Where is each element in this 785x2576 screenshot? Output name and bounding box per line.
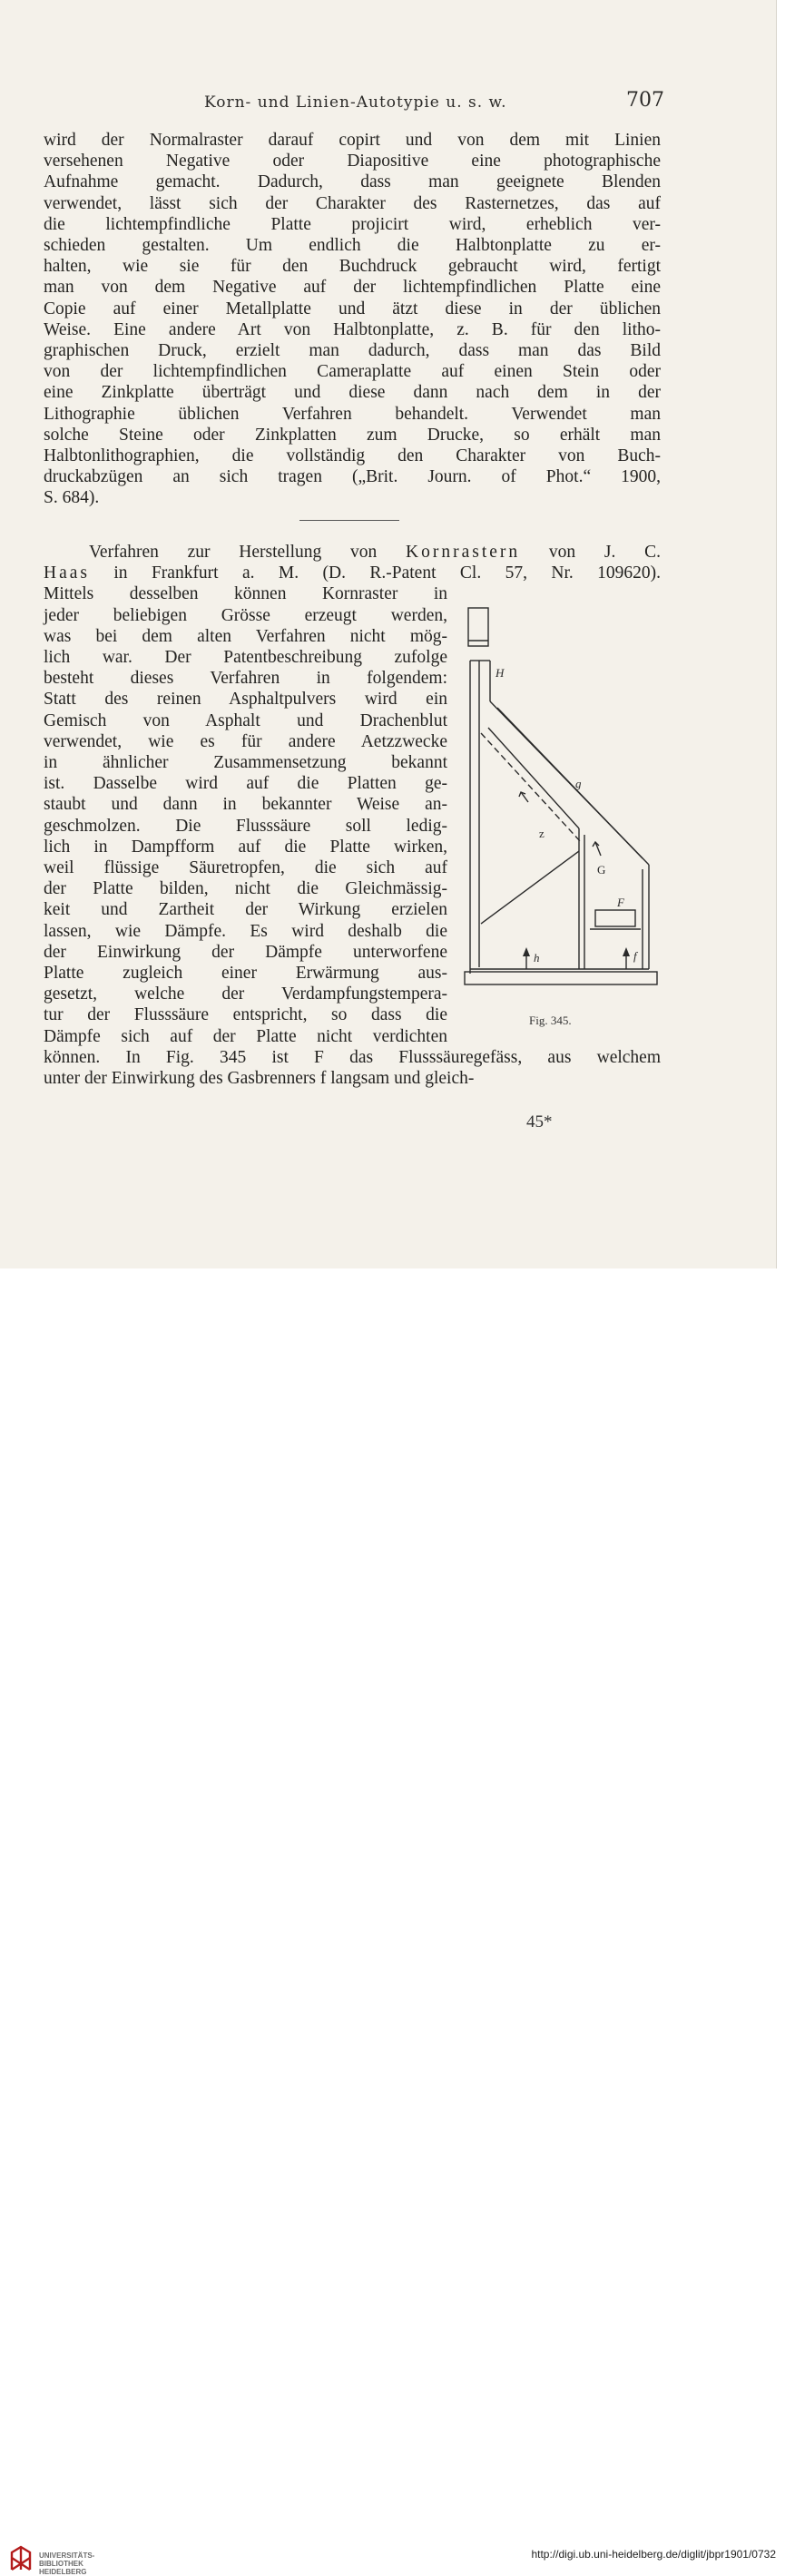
label-G: G: [597, 863, 606, 877]
viewer-footer: [0, 1269, 785, 2576]
text-line: Platte zugleich einer Erwärmung aus-: [44, 964, 447, 984]
text-line: jeder beliebigen Grösse erzeugt werden,: [44, 605, 447, 625]
text-line: in ähnlicher Zusammensetzung bekannt: [44, 753, 447, 773]
text-line: weil flüssige Säuretropfen, die sich auf: [44, 858, 447, 878]
page-number: 707: [626, 89, 664, 112]
text-line: besteht dieses Verfahren in folgendem:: [44, 669, 447, 689]
text-line: wird der Normalraster darauf copirt und von dem mit Linien: [44, 131, 661, 150]
text-line: Lithographie üblichen Verfahren behandelt. Verwendet man: [44, 404, 661, 424]
text-line: Statt des reinen Asphaltpulvers wird ein: [44, 690, 447, 710]
text-line: versehenen Negative oder Diapositive eine photographische: [44, 152, 661, 171]
text-line: halten, wie sie für den Buchdruck gebraucht wird, fertigt: [44, 257, 661, 277]
paragraph-1: [44, 130, 661, 509]
figure-345-apparatus: [463, 606, 662, 996]
library-logo-text: [39, 2552, 94, 2576]
logo-line: UNIVERSITÄTS-: [39, 2552, 95, 2560]
label-f: f: [633, 949, 637, 963]
text-line: der Einwirkung der Dämpfe unterworfene: [44, 942, 447, 962]
vessel-F: [595, 910, 635, 926]
text-line: lich war. Der Patentbeschreibung zufolge: [44, 648, 447, 668]
roof-inner: [497, 708, 643, 858]
text-line: man von dem Negative auf der lichtempfindlichen Platte eine: [44, 278, 661, 298]
text-line: Gemisch von Asphalt und Drachenblut: [44, 710, 447, 730]
text-line: Copie auf einer Metallplatte und ätzt diese in der üblichen: [44, 299, 661, 318]
label-z: z: [539, 827, 545, 840]
running-title: Korn- und Linien-Autotypie u. s. w.: [204, 93, 507, 112]
flame-f: [623, 947, 630, 956]
label-H: H: [496, 666, 505, 680]
text-line: lassen, wie Dämpfe. Es wird deshalb die: [44, 921, 447, 941]
text-line: von der lichtempfindlichen Cameraplatte auf einen Stein oder: [44, 362, 661, 382]
text-line: unter der Einwirkung des Gasbrenners f langsam und gleich-: [44, 1069, 475, 1089]
text-line: können. In Fig. 345 ist F das Flusssäuregefäss, aus welchem: [44, 1047, 661, 1067]
text-line: verwendet, lässt sich der Charakter des Rasternetzes, das auf: [44, 193, 661, 213]
text-line: staubt und dann in bekannter Weise an-: [44, 795, 447, 815]
text-line: verwendet, wie es für andere Aetzzwecke: [44, 731, 447, 751]
text-line: die lichtempfindliche Platte projicirt wird, erheblich ver-: [44, 214, 661, 234]
text-line: schieden gestalten. Um endlich die Halbtonplatte zu er-: [44, 236, 661, 256]
text-line: Mittels desselben können Kornraster in: [44, 584, 447, 604]
text-line: [44, 542, 661, 563]
spaced-term: Kornrastern: [406, 543, 521, 562]
plate-dashed: [481, 733, 581, 842]
text-run: in Frankfurt a. M. (D. R.-Patent Cl. 57, Nr. 109620).: [89, 563, 661, 583]
text-line: der Platte bilden, nicht die Gleichmässig-: [44, 879, 447, 899]
spaced-name: Haas: [44, 563, 90, 583]
logo-line: BIBLIOTHEK: [39, 2560, 83, 2568]
label-g: g: [575, 777, 582, 790]
label-h: h: [534, 951, 540, 965]
scanned-page: [0, 0, 777, 1268]
text-line: solche Steine oder Zinkplatten zum Drucke, so erhält man: [44, 425, 661, 445]
text-line: Weise. Eine andere Art von Halbtonplatte, z. B. für den litho-: [44, 319, 661, 339]
text-line: was bei dem alten Verfahren nicht mög-: [44, 626, 447, 646]
text-run: Verfahren zur Herstellung von: [89, 543, 406, 562]
label-F: F: [617, 896, 624, 909]
library-logo-icon: [9, 2545, 33, 2572]
text-line: eine Zinkplatte überträgt und diese dann nach dem in der: [44, 383, 661, 403]
text-line: lich in Dampfform auf die Platte wirken,: [44, 837, 447, 857]
text-line: geschmolzen. Die Flusssäure soll ledig-: [44, 816, 447, 836]
text-line: Aufnahme gemacht. Dadurch, dass man geeignete Blenden: [44, 172, 661, 192]
text-line: gesetzt, welche der Verdampfungstempera-: [44, 984, 447, 1004]
text-line: Dämpfe sich auf der Platte nicht verdichten: [44, 1026, 447, 1046]
text-line: S. 684).: [44, 488, 100, 508]
permalink-url[interactable]: http://digi.ub.uni-heidelberg.de/diglit/jbpr1901/0732: [531, 2548, 776, 2561]
text-line: graphischen Druck, erzielt man dadurch, dass man das Bild: [44, 341, 661, 361]
text-line: Halbtonlithographien, die vollständig den Charakter von Buch-: [44, 446, 661, 466]
signature-mark: 45*: [526, 1112, 553, 1131]
text-line: [44, 563, 661, 583]
text-line: ist. Dasselbe wird auf die Platten ge-: [44, 774, 447, 794]
figure-caption: Fig. 345.: [529, 1014, 572, 1027]
support-line: [481, 851, 579, 924]
base-plate: [465, 972, 657, 984]
text-line: tur der Flusssäure entspricht, so dass die: [44, 1005, 447, 1025]
logo-line: HEIDELBERG: [39, 2568, 87, 2576]
text-line: keit und Zartheit der Wirkung erzielen: [44, 900, 447, 920]
flame-h: [523, 947, 530, 956]
text-run: von J. C.: [520, 543, 661, 562]
section-divider: [299, 520, 399, 521]
text-line: druckabzügen an sich tragen („Brit. Journ. of Phot.“ 1900,: [44, 467, 661, 487]
